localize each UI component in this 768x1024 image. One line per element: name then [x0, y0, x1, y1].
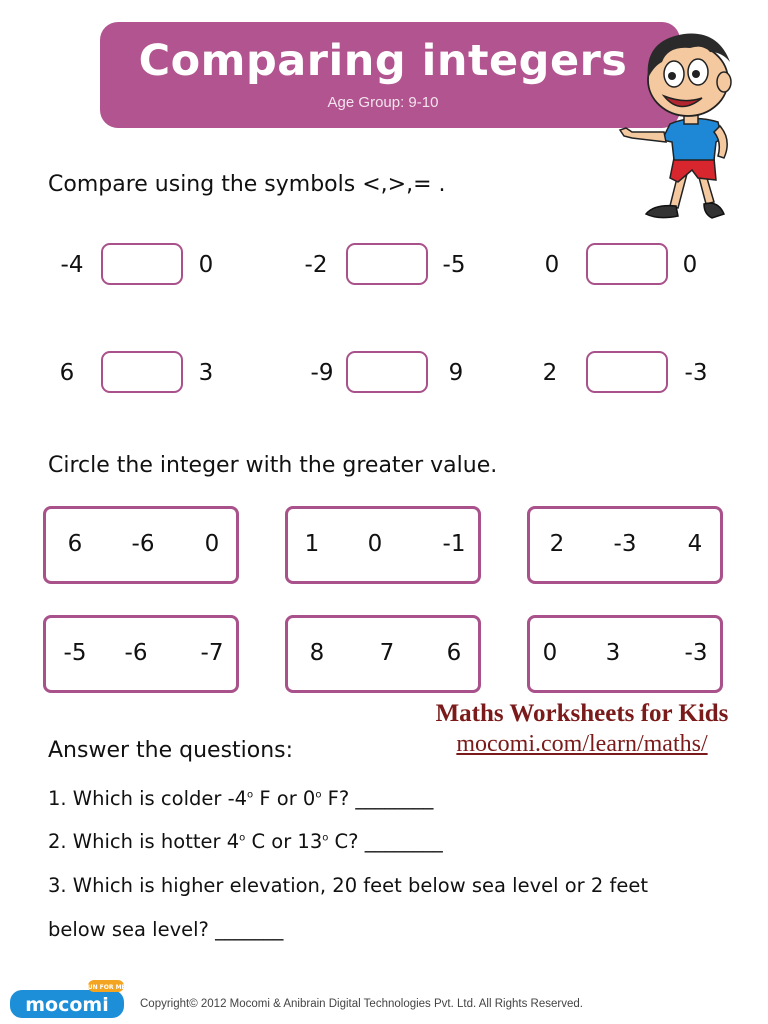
integer-set: [527, 615, 723, 693]
answer-box[interactable]: [346, 351, 428, 393]
question-1: 1. Which is colder -4$^o$ F or 0$^o$ F? ________: [48, 787, 434, 810]
answer-box[interactable]: [346, 243, 428, 285]
logo-tagline: FUN FOR ME!: [83, 984, 128, 991]
integer-option[interactable]: 2: [549, 531, 565, 557]
integer-option[interactable]: 6: [67, 531, 83, 557]
compare-left-number: 6: [59, 360, 75, 386]
title-banner: [100, 22, 680, 128]
integer-option[interactable]: 1: [304, 531, 320, 557]
integer-option[interactable]: -6: [124, 640, 148, 666]
logo-wordmark: mocomi: [25, 994, 109, 1016]
integer-option[interactable]: 0: [367, 531, 383, 557]
section-circle-instruction: Circle the integer with the greater value.: [48, 453, 498, 478]
compare-right-number: 0: [198, 252, 214, 278]
integer-option[interactable]: 7: [379, 640, 395, 666]
integer-option[interactable]: -3: [613, 531, 637, 557]
compare-right-number: -3: [684, 360, 708, 386]
integer-option[interactable]: -1: [442, 531, 466, 557]
cartoon-boy-illustration: [618, 18, 748, 228]
answer-box[interactable]: [101, 351, 183, 393]
compare-left-number: 0: [544, 252, 560, 278]
question-2: 2. Which is hotter 4$^o$ C or 13$^o$ C? ________: [48, 830, 443, 853]
promo-link[interactable]: mocomi.com/learn/maths/: [456, 731, 708, 757]
compare-right-number: 9: [448, 360, 464, 386]
integer-option[interactable]: 6: [446, 640, 462, 666]
compare-left-number: -9: [310, 360, 334, 386]
integer-option[interactable]: -3: [684, 640, 708, 666]
integer-option[interactable]: -6: [131, 531, 155, 557]
question-3-line-1: 3. Which is higher elevation, 20 feet below sea level or 2 feet: [48, 874, 649, 897]
integer-set: [285, 506, 481, 584]
compare-right-number: 3: [198, 360, 214, 386]
integer-option[interactable]: -5: [63, 640, 87, 666]
age-group: Age Group: 9-10: [327, 94, 439, 111]
integer-set: [527, 506, 723, 584]
answer-box[interactable]: [101, 243, 183, 285]
page-title: Comparing integers: [138, 36, 628, 86]
mocomi-logo: [8, 980, 128, 1020]
integer-option[interactable]: -7: [200, 640, 224, 666]
integer-set: [285, 615, 481, 693]
question-3-line-2: below sea level? _______: [48, 918, 284, 941]
integer-option[interactable]: 3: [605, 640, 621, 666]
integer-option[interactable]: 0: [204, 531, 220, 557]
integer-set: [43, 506, 239, 584]
copyright-text: Copyright© 2012 Mocomi & Anibrain Digital Technologies Pvt. Ltd. All Rights Reserved.: [140, 998, 583, 1010]
compare-left-number: -4: [60, 252, 84, 278]
promo-title: Maths Worksheets for Kids: [435, 700, 729, 727]
compare-right-number: 0: [682, 252, 698, 278]
compare-left-number: 2: [542, 360, 558, 386]
section-compare-instruction: Compare using the symbols <,>,= .: [48, 172, 446, 197]
integer-set: [43, 615, 239, 693]
compare-right-number: -5: [442, 252, 466, 278]
section-questions-instruction: Answer the questions:: [48, 738, 294, 763]
answer-box[interactable]: [586, 243, 668, 285]
integer-option[interactable]: 0: [542, 640, 558, 666]
integer-option[interactable]: 8: [309, 640, 325, 666]
answer-box[interactable]: [586, 351, 668, 393]
integer-option[interactable]: 4: [687, 531, 703, 557]
compare-left-number: -2: [304, 252, 328, 278]
